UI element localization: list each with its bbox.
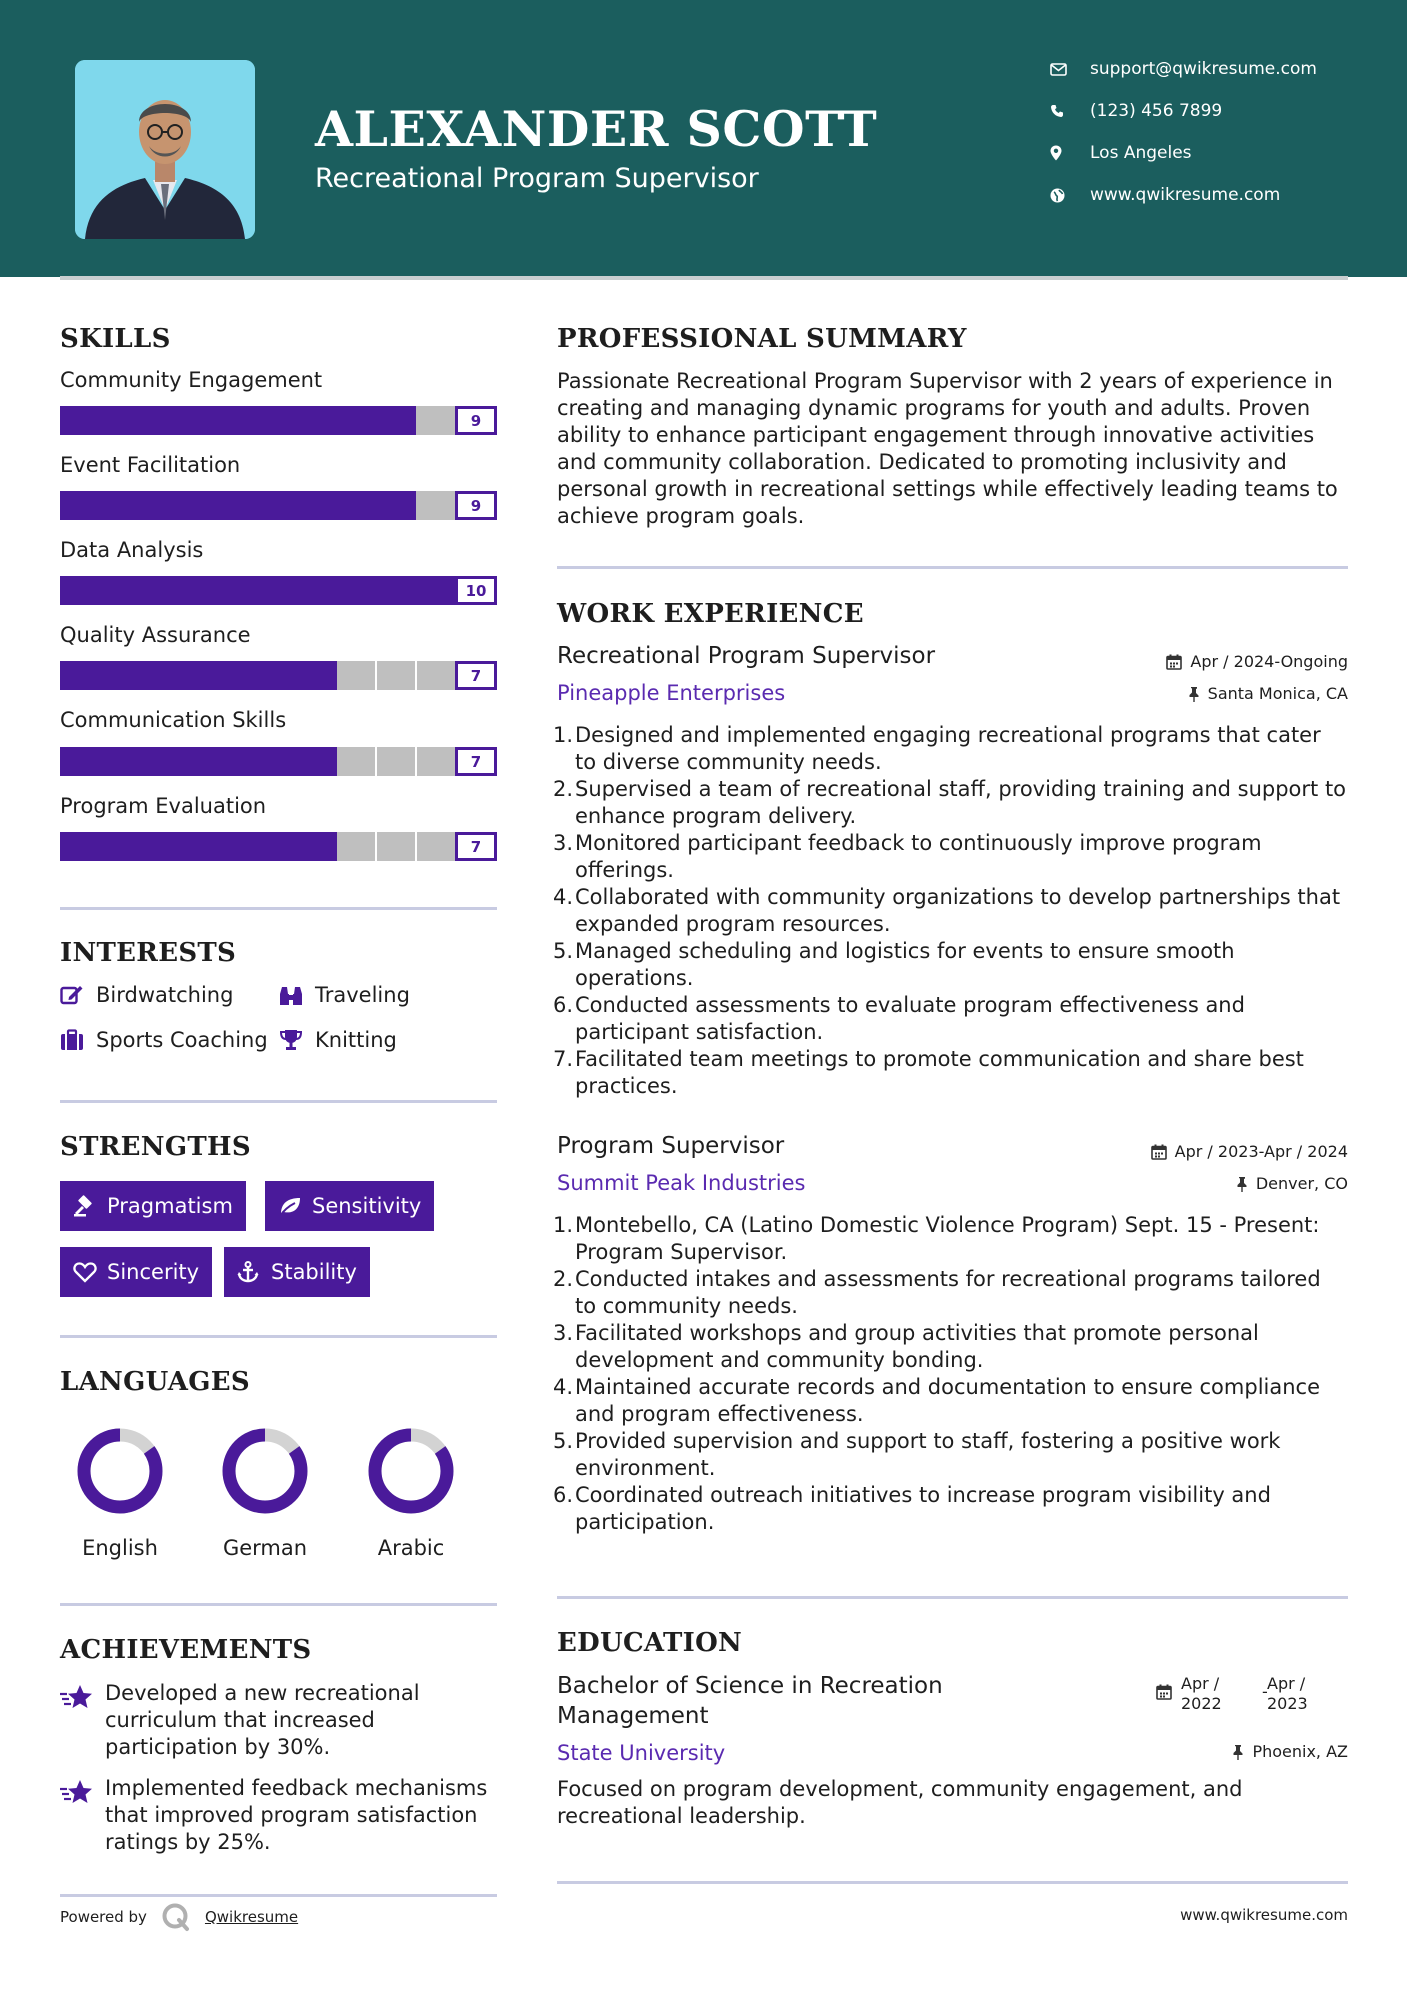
profile-photo [75, 60, 255, 239]
skill-bar [60, 832, 497, 861]
qwikresume-logo-icon [161, 1902, 191, 1932]
globe-icon [1050, 188, 1090, 203]
language-item [210, 1428, 320, 1560]
skill-bar-segment [375, 832, 377, 861]
list-item: 2. Supervised a team of recreational staff, providing training and support to enhance program delivery. [552, 777, 1347, 828]
gavel-icon [73, 1195, 107, 1217]
skill-bar-fill [60, 491, 416, 520]
achievement-item: Implemented feedback mechanisms that improved program satisfaction ratings by 25%. [60, 1775, 500, 1856]
job-location: Santa Monica, CA [1188, 684, 1348, 703]
education-location: Phoenix, AZ [1232, 1742, 1348, 1761]
section-divider [60, 1603, 497, 1606]
strength-badge: Sincerity [60, 1247, 212, 1297]
language-item [356, 1428, 466, 1560]
job-bullets [552, 722, 1347, 1100]
skill-score: 9 [455, 406, 497, 435]
achievement-item: Developed a new recreational curriculum that increased participation by 30%. [60, 1680, 500, 1761]
language-ring [222, 1428, 308, 1514]
section-divider [60, 1335, 497, 1338]
skill-bar-segment [415, 661, 417, 690]
job-location: Denver, CO [1236, 1174, 1348, 1193]
strength-badge: Pragmatism [60, 1181, 246, 1231]
pushpin-icon [1236, 1176, 1248, 1192]
degree-title: Bachelor of Science in Recreation Management [557, 1673, 943, 1729]
job-title: Recreational Program Supervisor [557, 643, 936, 669]
trophy-icon [279, 1029, 315, 1051]
list-item: 4. Maintained accurate records and documentation to ensure compliance and program effectiveness. [552, 1375, 1321, 1426]
company-name: Pineapple Enterprises [557, 681, 786, 705]
skill-label: Communication Skills [60, 708, 287, 732]
skill-score: 7 [455, 832, 497, 861]
skill-bar-segment [415, 832, 417, 861]
skill-bar-fill [60, 661, 337, 690]
map-marker-icon [1050, 145, 1090, 161]
job-date: Apr / 2023-Apr / 2024 [1151, 1142, 1348, 1161]
strength-badge: Sensitivity [265, 1181, 434, 1231]
interests-heading: INTERESTS [60, 938, 237, 968]
contact-location: Los Angeles [1050, 138, 1192, 168]
skill-score: 9 [455, 491, 497, 520]
candidate-title: Recreational Program Supervisor [315, 163, 759, 194]
list-item: 1. Designed and implemented engaging recreational programs that cater to diverse community needs. [552, 723, 1321, 774]
language-ring [77, 1428, 163, 1514]
list-item: 2. Conducted intakes and assessments for recreational programs tailored to community needs. [552, 1267, 1321, 1318]
education-date-start: Apr / 2022 [1181, 1674, 1222, 1713]
footer-url[interactable]: www.qwikresume.com [1180, 1906, 1348, 1924]
leaf-icon [278, 1195, 312, 1217]
skill-bar-fill [60, 747, 337, 776]
resume-header [0, 0, 1407, 277]
interest-item: Knitting [279, 1028, 397, 1052]
skill-bar-segment [415, 747, 417, 776]
star-icon [60, 1779, 94, 1811]
section-divider [60, 907, 497, 910]
heart-icon [73, 1261, 107, 1283]
language-label: Arabic [377, 1536, 445, 1560]
phone-icon [1050, 104, 1090, 118]
qwikresume-link[interactable]: Qwikresume [204, 1908, 299, 1926]
contact-website[interactable]: www.qwikresume.com [1050, 180, 1280, 210]
education-heading: EDUCATION [557, 1628, 743, 1658]
skill-label: Community Engagement [60, 368, 323, 392]
calendar-icon [1166, 654, 1182, 670]
anchor-icon [237, 1261, 271, 1283]
job-title: Program Supervisor [557, 1133, 785, 1159]
list-item: 3. Facilitated workshops and group activities that promote personal development and community bonding. [552, 1321, 1259, 1372]
list-item: 7. Facilitated team meetings to promote communication and share best practices. [552, 1047, 1304, 1098]
skill-bar-fill [60, 576, 455, 605]
achievements-heading: ACHIEVEMENTS [60, 1635, 312, 1665]
education-date-separator: - [1262, 1682, 1268, 1701]
skill-bar [60, 491, 497, 520]
candidate-name: ALEXANDER SCOTT [315, 100, 878, 158]
skill-label: Program Evaluation [60, 794, 267, 818]
language-label: English [82, 1536, 158, 1560]
languages-heading: LANGUAGES [60, 1367, 250, 1397]
strength-badge: Stability [224, 1247, 370, 1297]
pushpin-icon [1188, 686, 1200, 702]
interest-item: Sports Coaching [60, 1028, 268, 1052]
section-divider [557, 566, 1348, 569]
calendar-icon [1156, 1684, 1172, 1700]
company-name: Summit Peak Industries [557, 1171, 806, 1195]
contact-email[interactable]: support@qwikresume.com [1050, 54, 1317, 84]
contact-phone[interactable]: (123) 456 7899 [1050, 96, 1222, 126]
skill-score: 10 [455, 576, 497, 605]
job-date: Apr / 2024-Ongoing [1166, 652, 1348, 671]
section-divider [557, 1596, 1348, 1599]
skill-bar [60, 747, 497, 776]
skill-label: Event Facilitation [60, 453, 241, 477]
skill-bar-fill [60, 832, 337, 861]
summary-heading: PROFESSIONAL SUMMARY [557, 324, 967, 354]
powered-by: Powered by Qwikresume [60, 1902, 298, 1932]
binoculars-icon [279, 984, 315, 1006]
edit-icon [60, 984, 96, 1006]
job-bullets [552, 1212, 1347, 1536]
interest-item: Birdwatching [60, 983, 233, 1007]
section-divider [60, 1100, 497, 1103]
skill-label: Data Analysis [60, 538, 204, 562]
language-ring [368, 1428, 454, 1514]
school-name: State University [557, 1741, 726, 1765]
skill-score: 7 [455, 747, 497, 776]
skill-bar-segment [375, 747, 377, 776]
skill-label: Quality Assurance [60, 623, 251, 647]
list-item: 3. Monitored participant feedback to continuously improve program offerings. [552, 831, 1262, 882]
briefcase-icon [60, 1029, 96, 1051]
section-divider [557, 1881, 1348, 1884]
envelope-icon [1050, 63, 1090, 76]
education-description: Focused on program development, community engagement, and recreational leadership. [557, 1777, 1243, 1828]
list-item: 4. Collaborated with community organizations to develop partnerships that expanded program resources. [552, 885, 1341, 936]
skills-heading: SKILLS [60, 324, 171, 354]
skill-bar-fill [60, 406, 416, 435]
interest-item: Traveling [279, 983, 410, 1007]
language-item [65, 1428, 175, 1560]
summary-text: Passionate Recreational Program Supervisor with 2 years of experience in creating and managing dynamic programs for youth and adults. Proven ability to enhance participant engagement through innovative activities and community collaboration. Dedicated to promoting inclusivity and personal growth in recreational settings while effectively leading teams to achieve program goals. [557, 369, 1338, 528]
list-item: 5. Provided supervision and support to staff, fostering a positive work environment. [552, 1429, 1281, 1480]
language-label: German [222, 1536, 308, 1560]
skill-bar-segment [375, 661, 377, 690]
list-item: 1. Montebello, CA (Latino Domestic Violence Program) Sept. 15 - Present: Program Supervisor. [552, 1213, 1320, 1264]
header-divider [60, 276, 1348, 280]
skill-score: 7 [455, 661, 497, 690]
star-icon [60, 1684, 94, 1716]
pushpin-icon [1232, 1744, 1244, 1760]
calendar-icon [1151, 1144, 1167, 1160]
list-item: 5. Managed scheduling and logistics for events to ensure smooth operations. [552, 939, 1235, 990]
education-date-icon [1156, 1684, 1180, 1700]
skill-bar [60, 406, 497, 435]
skill-bar [60, 576, 497, 605]
list-item: 6. Coordinated outreach initiatives to increase program visibility and participation. [552, 1483, 1271, 1534]
section-divider [60, 1894, 497, 1897]
list-item: 6. Conducted assessments to evaluate program effectiveness and participant satisfaction. [552, 993, 1245, 1044]
education-date-end: Apr / 2023 [1267, 1674, 1308, 1713]
experience-heading: WORK EXPERIENCE [557, 599, 864, 629]
skill-bar [60, 661, 497, 690]
strengths-heading: STRENGTHS [60, 1132, 251, 1162]
